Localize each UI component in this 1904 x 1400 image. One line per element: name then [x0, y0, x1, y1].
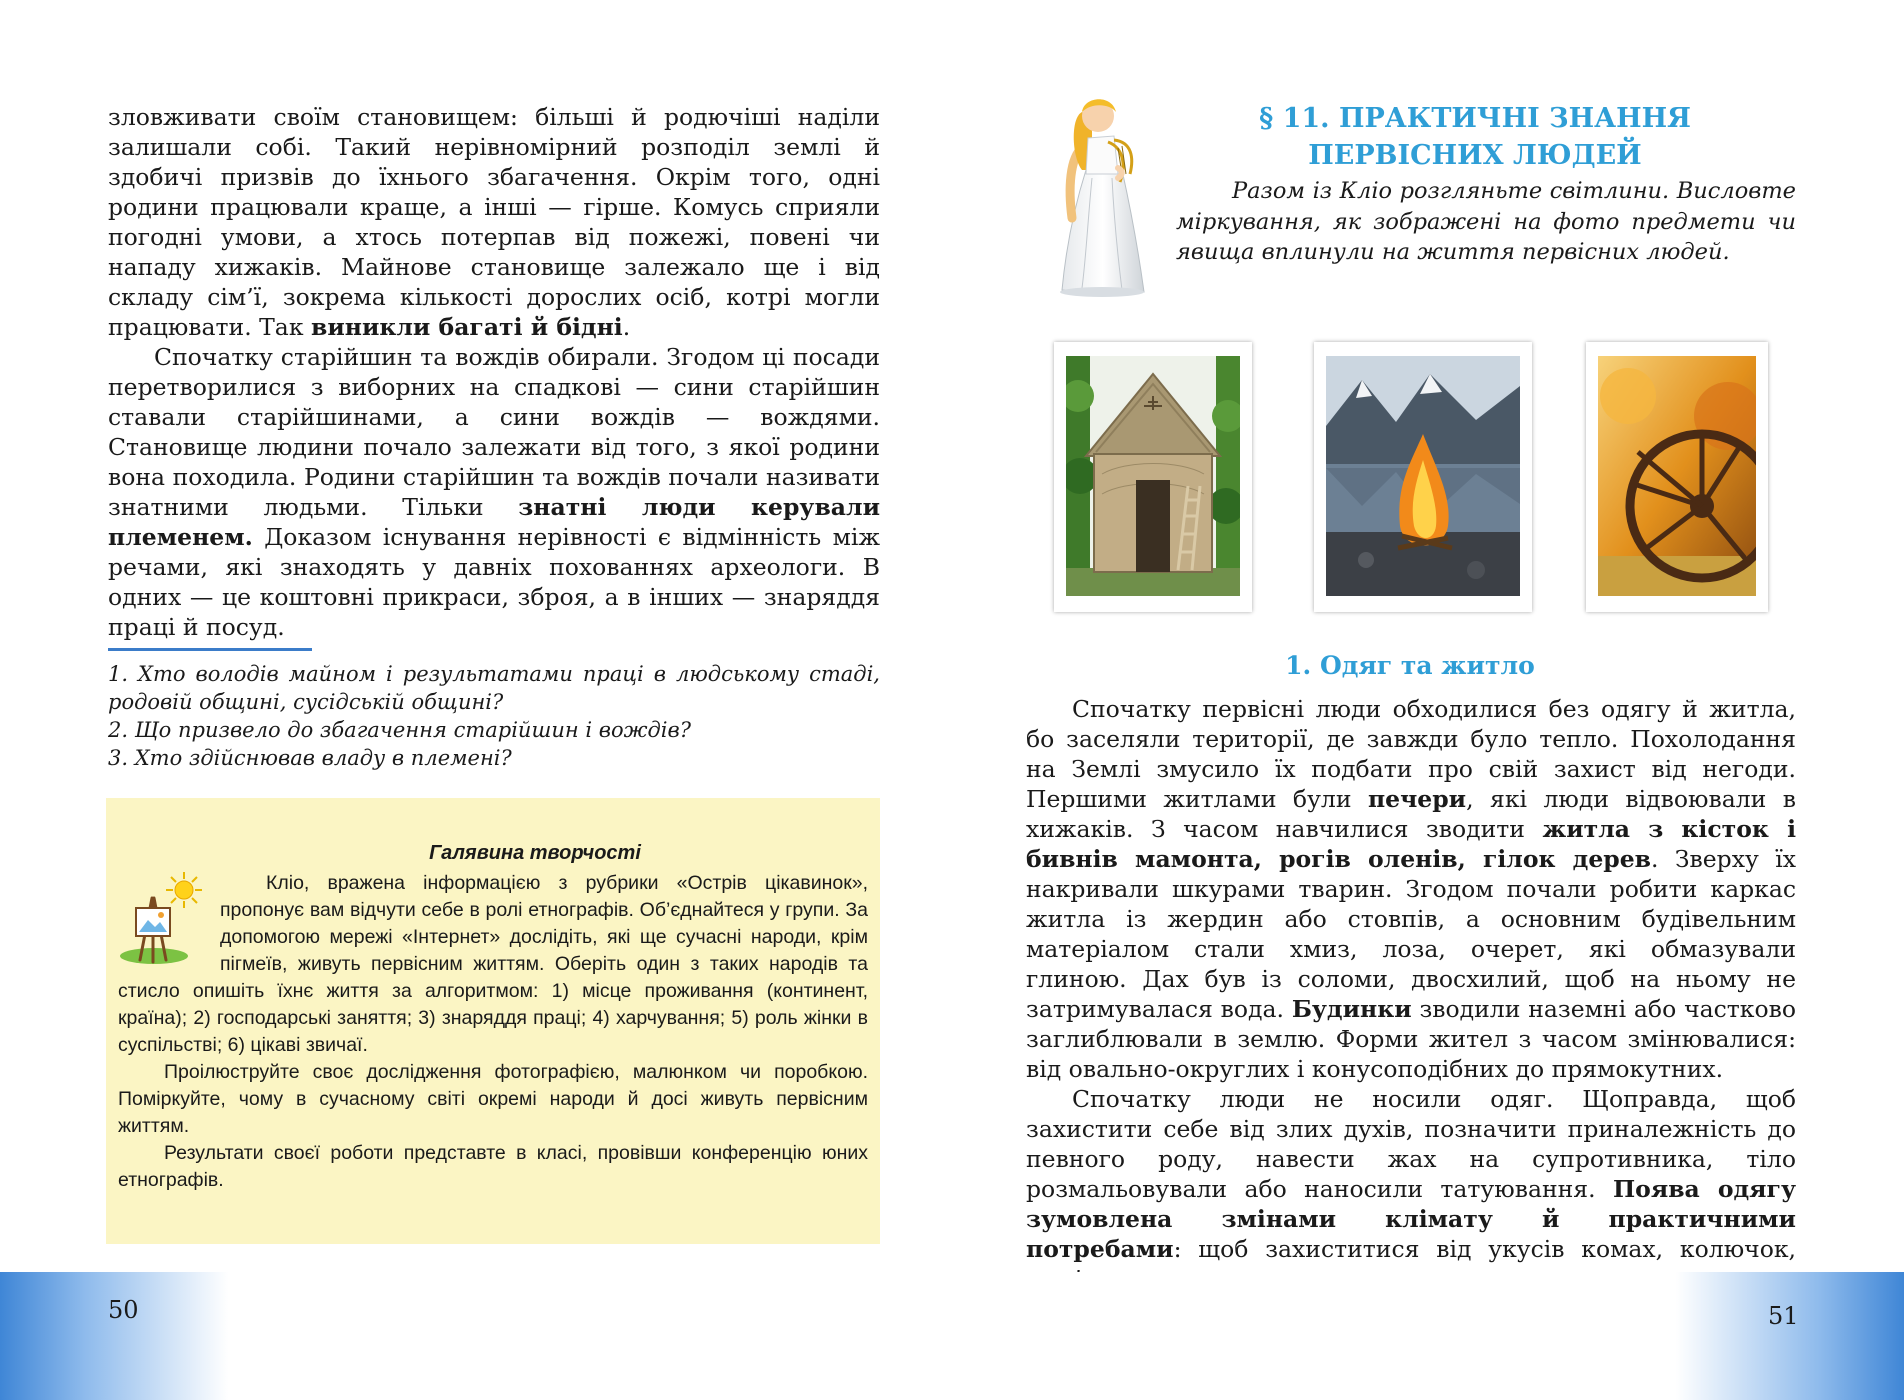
- text-span: Спочатку старійшин та вождів обирали. Згодом ці посади перетворилися з виборних на спадкові — сини старійшин ставали старійшинами, а сини вождів — вождями. Становище людини почало залежати від того, з якої родини вона походила. Родини старійшин та вождів почали називати знатними людьми. Тільки: [108, 343, 880, 521]
- section-title-line: ПЕРВІСНИХ ЛЮДЕЙ: [1308, 140, 1642, 171]
- section-title-line: § 11. ПРАКТИЧНІ ЗНАННЯ: [1259, 103, 1691, 134]
- footer-band-left: [0, 1272, 952, 1400]
- text-span: .: [622, 313, 631, 341]
- text-span: зловживати своїм становищем: більші й родючіші наділи залишали собі. Такий нерівномірний розподіл землі й здобичі призвів до їхнього збагачення. Окрім того, одні родини працювали краще, а інші — гірше. Комусь сприяли погодні умови, а хтось потерпав від пожежі, повені чи нападу хижаків. Майнове становище залежало ще і від складу сім’ї, зокрема кількості дорослих осіб, котрі могли працювати. Так: [108, 103, 880, 341]
- bold-term: виникли багаті й бідні: [310, 313, 623, 341]
- bold-term: печери: [1367, 785, 1467, 813]
- creative-paragraph: Кліо, вражена інформацією з рубрики «Острів цікавинок», пропонує вам відчути себе в ролі етнографів. Об’єднайтеся у групи. За допомогою мережі «Інтернет» дослідіть, які ще сучасні народи, крім пігмеїв, живуть первісним життям. Оберіть один з таких народів та стисло опишіть їхнє життя за алгоритмом: 1) місце проживання (континент, країна); 2) господарські заняття; 3) знаряддя праці; 4) харчування; 5) роль жінки в суспільстві; 6) цікаві звичаї.: [118, 872, 868, 1056]
- clio-muse-with-lyre-icon: [1052, 78, 1162, 298]
- wooden-wheel-photo-icon: [1598, 356, 1756, 596]
- footer-band-right: [952, 1272, 1904, 1400]
- page-number-left: 50: [108, 1296, 139, 1324]
- paragraph: [1026, 1084, 1796, 1294]
- bold-term: Поява одягу зумовлена змінами клімату й практичними потребами: [1026, 1175, 1796, 1263]
- text-span: : щоб захиститися від укусів комах, колючок,: [1173, 1235, 1796, 1263]
- bold-term: житла з кісток і бивнів мамонта, рогів оленів, гілок дерев: [1026, 815, 1796, 873]
- intro-text: Разом із Кліо розгляньте світлини. Висловте міркування, як зображені на фото предмети чи явища вплинули на життя первісних людей.: [1176, 178, 1796, 265]
- subheading: 1. Одяг та житло: [1285, 651, 1535, 680]
- bold-term: Будинки: [1291, 995, 1412, 1023]
- bonfire-lake-photo-icon: [1326, 356, 1520, 596]
- paragraph: [108, 102, 880, 342]
- paragraph: [1026, 694, 1796, 1084]
- questions-divider: [108, 648, 312, 651]
- photo-bonfire: [1314, 342, 1532, 612]
- left-body-text: [108, 102, 880, 642]
- question-item: 1. Хто володів майном і результатами праці в людському стаді, родовій общині, сусідській общині?: [108, 662, 880, 714]
- review-questions: [108, 660, 880, 772]
- paragraph: [108, 342, 880, 642]
- right-body-text: [1026, 694, 1796, 1294]
- creative-paragraph: Результати своєї роботи представте в класі, провівши конференцію юних етнографів.: [118, 1142, 868, 1191]
- creative-box-body: [118, 870, 868, 1194]
- section-title: [1170, 100, 1780, 174]
- text-span: Спочатку люди не носили одяг. Щоправда, щоб захистити себе від злих духів, позначити приналежність до певного роду, навести жах на супротивника, тіло розмальовували або наносили татуювання.: [1026, 1085, 1796, 1203]
- easel-sun-icon: [118, 870, 210, 966]
- question-item: 3. Хто здійснював владу в племені?: [108, 746, 512, 770]
- question-item: 2. Що призвело до збагачення старійшин і вождів?: [108, 718, 692, 742]
- thatched-hut-photo-icon: [1066, 356, 1240, 596]
- section-intro: [1176, 176, 1796, 268]
- text-span: . Зверху їх накривали шкурами тварин. Згодом почали робити каркас житла із жердин або стовпів, а основним будівельним матеріалом стали хмиз, лоза, очерет, які обмазували глиною. Дах був із соломи, двосхилий, щоб на ньому не затримувалася вода.: [1026, 845, 1796, 1023]
- bold-term: знатні люди керували племенем.: [108, 493, 881, 551]
- page-number-right: 51: [1768, 1302, 1799, 1330]
- creative-task-box: [106, 798, 880, 1244]
- text-span: Спочатку первісні люди обходилися без одягу й житла, бо заселяли території, де завжди було тепло. Похолодання на Землі змусило їх подбати про свій захист від негоди. Першими житлами були: [1026, 695, 1796, 813]
- text-span: , які люди відвоювали в хижаків. З часом навчилися зводити: [1026, 785, 1796, 843]
- creative-box-title: Галявина творчості: [429, 842, 641, 864]
- photo-hut: [1054, 342, 1252, 612]
- photo-wheel: [1586, 342, 1768, 612]
- text-span: зводили наземні або частково заглиблювали в землю. Форми жител з часом змінювалися: від овально-округлих і конусоподібних до прямокутних.: [1026, 995, 1796, 1083]
- text-span: Доказом існування нерівності є відмінність між речами, які знаходять у давніх похованнях археологи. В одних — це коштовні прикраси, зброя, а в інших — знаряддя праці й посуд.: [108, 523, 880, 641]
- creative-paragraph: Проілюструйте своє дослідження фотографією, малюнком чи поробкою. Поміркуйте, чому в сучасному світі окремі народи й досі живуть первісним життям.: [118, 1061, 868, 1137]
